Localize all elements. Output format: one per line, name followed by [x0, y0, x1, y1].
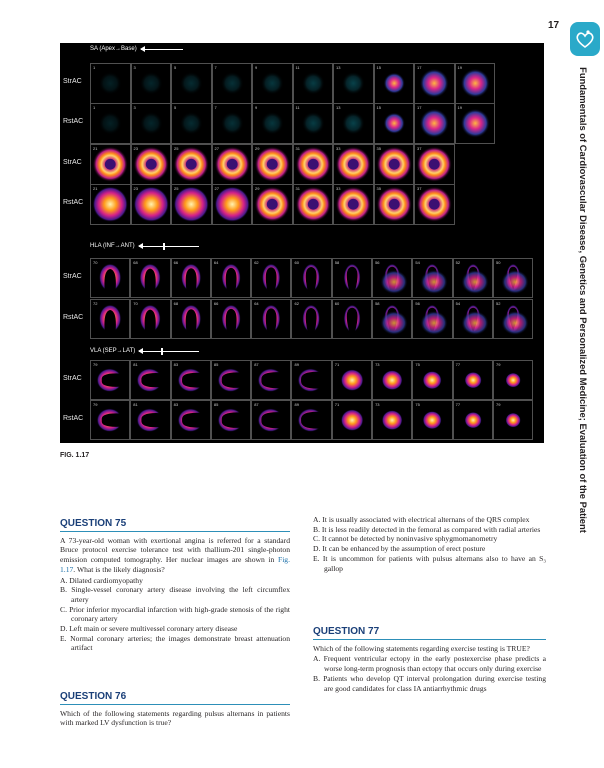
direction-arrow-icon — [141, 49, 183, 50]
spect-slice — [171, 103, 212, 144]
slice-number: 87 — [254, 402, 259, 407]
slice-number: 13 — [336, 65, 341, 70]
question-stem: Which of the following statements regarding exercise testing is TRUE? — [313, 643, 530, 653]
spect-slice — [171, 184, 212, 225]
spect-slice — [211, 360, 251, 400]
spect-slice — [130, 258, 170, 298]
slice-number: 15 — [376, 105, 381, 110]
slice-number: 29 — [255, 146, 260, 151]
slice-number: 68 — [133, 260, 138, 265]
spect-slice — [293, 184, 334, 225]
spect-slice — [332, 299, 372, 339]
slice-number: 29 — [255, 186, 260, 191]
answer-option: A. Dilated cardiomyopathy — [60, 575, 143, 585]
slice-number: 19 — [457, 105, 462, 110]
spect-slice — [291, 360, 331, 400]
spect-slice — [171, 144, 212, 185]
slice-number: 62 — [254, 260, 259, 265]
spect-slice — [333, 144, 374, 185]
slice-number: 33 — [336, 186, 341, 191]
slice-image — [213, 104, 252, 143]
slice-number: 71 — [334, 362, 340, 367]
slice-number: 27 — [214, 186, 219, 191]
slice-number: 11 — [295, 105, 300, 110]
slice-number: 81 — [133, 362, 138, 367]
row-label: RstAC — [63, 415, 84, 423]
row-label: StrAC — [63, 159, 82, 167]
image-row — [90, 63, 495, 104]
spect-slice — [372, 400, 412, 440]
slice-number: 7 — [214, 65, 217, 70]
slice-number: 70 — [93, 260, 98, 265]
spect-slice — [171, 299, 211, 339]
slice-number: 56 — [375, 260, 380, 265]
slice-number: 25 — [174, 186, 179, 191]
slice-image — [91, 64, 130, 103]
slice-number: 79 — [495, 362, 501, 367]
spect-slice — [414, 63, 455, 104]
section-title: HLA (INF→ANT) — [90, 243, 199, 249]
spect-slice — [374, 144, 415, 185]
spect-slice — [171, 258, 211, 298]
slice-number: 15 — [376, 65, 381, 70]
spect-slice — [412, 360, 452, 400]
slice-number: 83 — [173, 402, 179, 407]
question-stem: Which of the following statements regarding pulsus alternans in patients with marked LV dysfunction is true? — [60, 708, 290, 728]
spect-slice — [171, 63, 212, 104]
slice-number: 58 — [375, 301, 380, 306]
slice-number: 77 — [455, 402, 461, 407]
slice-image — [253, 104, 292, 143]
slice-number: 11 — [295, 65, 300, 70]
spect-slice — [131, 184, 172, 225]
slice-image — [132, 64, 171, 103]
image-row — [90, 144, 455, 185]
answer-option: B. It is less readily detected in the femoral as compared with radial arteries — [313, 524, 541, 534]
spect-slice — [493, 360, 533, 400]
spect-slice — [212, 63, 253, 104]
chapter-title: Fundamentals of Cardiovascular Disease, Genetics and Personalized Medicine; Evaluation of the Patient — [578, 67, 589, 533]
answer-option: E. Normal coronary arteries; the images demonstrate breast attenuation artifact — [60, 633, 290, 653]
image-row — [90, 258, 533, 298]
slice-number: 66 — [213, 301, 219, 306]
slice-number: 13 — [336, 105, 341, 110]
spect-slice — [212, 103, 253, 144]
slice-number: 37 — [417, 186, 422, 191]
answer-option: A. Frequent ventricular ectopy in the early postexercise phase predicts a worse long-term prognosis than ectopy that occurs only during exercise — [313, 654, 546, 674]
spect-slice — [453, 299, 493, 339]
slice-image — [213, 64, 252, 103]
image-row — [90, 184, 455, 225]
image-row — [90, 299, 533, 339]
slice-number: 9 — [255, 105, 258, 110]
slice-number: 83 — [173, 362, 179, 367]
slice-number: 75 — [415, 402, 420, 407]
slice-number: 1 — [93, 105, 96, 110]
spect-slice — [291, 258, 331, 298]
question-76-options — [313, 515, 546, 573]
spect-slice — [252, 103, 293, 144]
slice-number: 54 — [415, 260, 420, 265]
spect-slice — [412, 299, 452, 339]
row-label: RstAC — [63, 314, 84, 322]
section-title: SA (Apex→Base) — [90, 46, 183, 52]
slice-number: 37 — [417, 146, 422, 151]
slice-image — [132, 104, 171, 143]
slice-number: 9 — [255, 65, 258, 70]
slice-number: 60 — [334, 301, 340, 306]
image-row — [90, 103, 495, 144]
answer-option: C. Prior inferior myocardial infarction with high-grade stenosis of the right coronary artery — [60, 604, 290, 624]
answer-option: D. Left main or severe multivessel coronary artery disease — [60, 624, 238, 634]
slice-number: 72 — [93, 301, 98, 306]
slice-number: 62 — [294, 301, 299, 306]
spect-slice — [493, 258, 533, 298]
spect-slice — [291, 299, 331, 339]
row-label: StrAC — [63, 273, 82, 281]
spect-slice — [455, 63, 496, 104]
question-75 — [60, 519, 290, 653]
slice-number: 33 — [336, 146, 341, 151]
spect-slice — [90, 360, 130, 400]
slice-number: 35 — [376, 186, 381, 191]
spect-slice — [414, 184, 455, 225]
question-heading: QUESTION 77 — [313, 627, 546, 640]
slice-number: 87 — [254, 362, 259, 367]
spect-slice — [90, 299, 130, 339]
slice-number: 77 — [455, 362, 461, 367]
spect-slice — [333, 184, 374, 225]
spect-slice — [372, 258, 412, 298]
slice-number: 71 — [334, 402, 340, 407]
spect-slice — [414, 103, 455, 144]
spect-slice — [293, 103, 334, 144]
slice-number: 27 — [214, 146, 219, 151]
slice-number: 21 — [93, 186, 98, 191]
slice-number: 52 — [455, 260, 461, 265]
spect-slice — [90, 144, 131, 185]
slice-number: 73 — [375, 362, 380, 367]
spect-slice — [212, 144, 253, 185]
spect-slice — [374, 103, 415, 144]
row-label: StrAC — [63, 375, 82, 383]
slice-number: 70 — [133, 301, 138, 306]
question-77 — [313, 627, 546, 693]
spect-figure — [60, 43, 544, 443]
spect-slice — [332, 258, 372, 298]
spect-slice — [293, 63, 334, 104]
row-label: StrAC — [63, 78, 82, 86]
slice-number: 79 — [93, 402, 98, 407]
spect-slice — [90, 103, 131, 144]
figure-link[interactable]: Fig. 1.17 — [60, 555, 290, 574]
spect-slice — [131, 144, 172, 185]
slice-number: 3 — [133, 105, 136, 110]
slice-number: 56 — [415, 301, 420, 306]
spect-slice — [455, 103, 496, 144]
spect-slice — [90, 63, 131, 104]
section-title: VLA (SEP→LAT) — [90, 348, 199, 354]
spect-slice — [293, 144, 334, 185]
slice-image — [91, 104, 130, 143]
direction-arrow-icon — [139, 246, 199, 247]
slice-number: 7 — [214, 105, 217, 110]
slice-number: 21 — [93, 146, 98, 151]
figure-caption: FIG. 1.17 — [60, 452, 90, 459]
spect-slice — [130, 360, 170, 400]
slice-number: 17 — [417, 105, 422, 110]
spect-slice — [211, 258, 251, 298]
slice-number: 31 — [295, 146, 300, 151]
direction-arrow-icon — [139, 351, 199, 352]
spect-slice — [252, 63, 293, 104]
slice-image — [172, 104, 211, 143]
spect-slice — [171, 360, 211, 400]
spect-slice — [412, 400, 452, 440]
slice-number: 73 — [375, 402, 380, 407]
row-label: RstAC — [63, 118, 84, 126]
slice-number: 35 — [376, 146, 381, 151]
spect-slice — [414, 144, 455, 185]
spect-slice — [453, 258, 493, 298]
slice-number: 25 — [174, 146, 179, 151]
spect-slice — [211, 299, 251, 339]
answer-option: C. It cannot be detected by noninvasive sphygmomanometry — [313, 534, 498, 544]
spect-slice — [251, 299, 291, 339]
answer-option: A. It is usually associated with electrical alternans of the QRS complex — [313, 515, 530, 524]
slice-number: 23 — [133, 146, 138, 151]
spect-slice — [131, 63, 172, 104]
slice-number: 54 — [455, 301, 461, 306]
page-number: 17 — [548, 20, 560, 31]
heart-icon — [574, 28, 596, 50]
slice-number: 89 — [294, 402, 299, 407]
question-heading: QUESTION 76 — [60, 692, 290, 705]
spect-slice — [333, 103, 374, 144]
image-row — [90, 360, 533, 400]
spect-slice — [333, 63, 374, 104]
slice-number: 64 — [254, 301, 259, 306]
spect-slice — [332, 360, 372, 400]
spect-slice — [212, 184, 253, 225]
slice-number: 75 — [415, 362, 420, 367]
spect-slice — [251, 258, 291, 298]
spect-slice — [90, 184, 131, 225]
spect-slice — [412, 258, 452, 298]
spect-slice — [251, 360, 291, 400]
spect-slice — [374, 63, 415, 104]
spect-slice — [332, 400, 372, 440]
question-76 — [60, 692, 290, 729]
slice-number: 89 — [294, 362, 299, 367]
slice-number: 19 — [457, 65, 462, 70]
slice-number: 81 — [133, 402, 138, 407]
spect-slice — [90, 400, 130, 440]
image-row — [90, 400, 533, 440]
slice-number: 85 — [213, 402, 219, 407]
spect-slice — [493, 299, 533, 339]
slice-number: 17 — [417, 65, 422, 70]
spect-slice — [130, 400, 170, 440]
slice-number: 3 — [133, 65, 136, 70]
spect-slice — [211, 400, 251, 440]
slice-number: 66 — [173, 260, 179, 265]
spect-slice — [252, 184, 293, 225]
question-heading: QUESTION 75 — [60, 519, 290, 532]
slice-number: 79 — [495, 402, 501, 407]
spect-slice — [453, 360, 493, 400]
slice-number: 85 — [213, 362, 219, 367]
answer-option: B. Patients who develop QT interval prolongation during exercise testing are good candidates for class IA antiarrhythmic drugs — [313, 673, 546, 693]
spect-slice — [493, 400, 533, 440]
slice-number: 68 — [173, 301, 179, 306]
spect-slice — [372, 299, 412, 339]
spect-slice — [252, 144, 293, 185]
slice-number: 5 — [174, 105, 177, 110]
slice-number: 52 — [495, 301, 501, 306]
spect-slice — [90, 258, 130, 298]
row-label: RstAC — [63, 199, 84, 207]
spect-slice — [251, 400, 291, 440]
spect-slice — [291, 400, 331, 440]
spect-slice — [130, 299, 170, 339]
answer-option: E. It is uncommon for patients with pulsus alternans also to have an S₃ gallop — [313, 553, 546, 573]
slice-number: 5 — [174, 65, 177, 70]
slice-number: 1 — [93, 65, 96, 70]
question-stem: A 73-year-old woman with exertional angina is referred for a standard Bruce protocol exercise tolerance test with thallium-201 single-photon emission computed tomography. Her nuclear images are shown in Fig. 1.17. What is the likely diagnosis? — [60, 535, 290, 574]
answer-option: D. It can be enhanced by the assumption of erect posture — [313, 544, 486, 554]
slice-image — [172, 64, 211, 103]
spect-slice — [374, 184, 415, 225]
slice-number: 60 — [294, 260, 299, 265]
spect-slice — [131, 103, 172, 144]
slice-number: 64 — [213, 260, 219, 265]
slice-number: 31 — [295, 186, 300, 191]
slice-image — [253, 64, 292, 103]
answer-option: B. Single-vessel coronary artery disease involving the left circumflex artery — [60, 585, 290, 604]
slice-number: 50 — [495, 260, 501, 265]
spect-slice — [171, 400, 211, 440]
slice-number: 58 — [334, 260, 340, 265]
spect-slice — [372, 360, 412, 400]
spect-slice — [453, 400, 493, 440]
slice-number: 23 — [133, 186, 138, 191]
slice-number: 79 — [93, 362, 98, 367]
